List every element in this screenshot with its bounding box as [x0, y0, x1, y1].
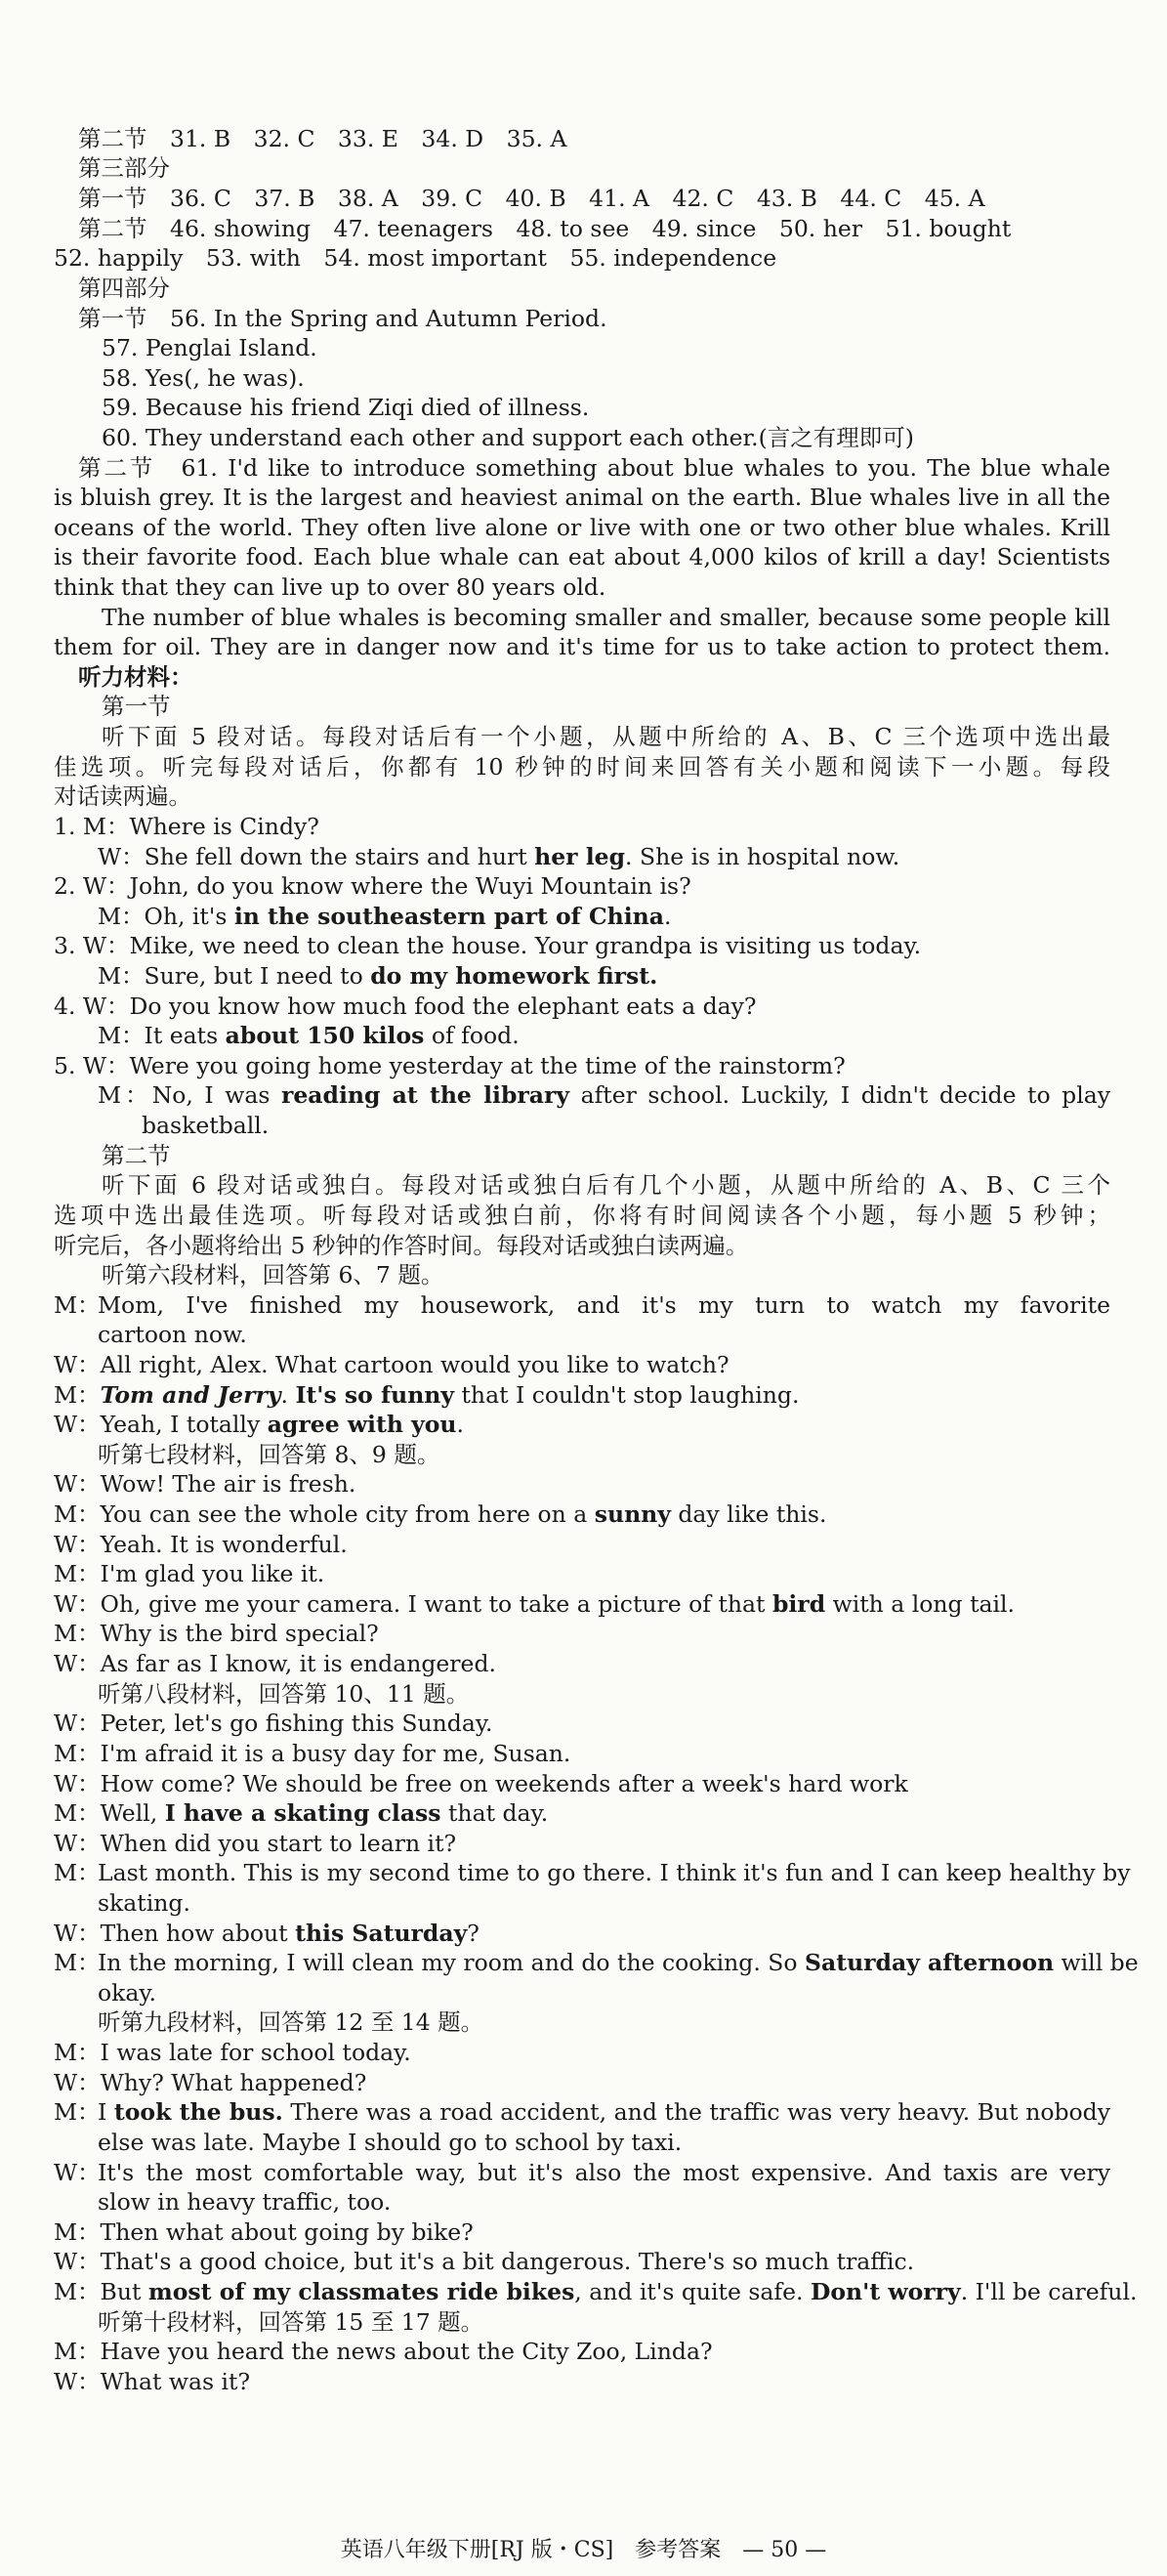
text-line: 1. M：Where is Cindy? — [54, 813, 319, 840]
text-line: 59. Because his friend Ziqi died of illness. — [102, 394, 590, 421]
text-line: oceans of the world. They often live alone or live with one or two other blue whales. Krill — [54, 514, 1110, 541]
text-line: 3. W：Mike, we need to clean the house. Your grandpa is visiting us today. — [54, 932, 922, 959]
text-line: 第一节 36. C 37. B 38. A 39. C 40. B 41. A 42. C 43. B 44. C 45. A — [78, 185, 985, 212]
text-line: is bluish grey. It is the largest and heaviest animal on the earth. Blue whales live in all the — [54, 484, 1110, 511]
text-line: 第二节 61. I'd like to introduce something about blue whales to you. The blue whale — [78, 454, 1110, 482]
text-line: 听第七段材料，回答第 8、9 题。 — [98, 1441, 440, 1468]
text-line: think that they can live up to over 80 years old. — [54, 573, 606, 601]
text-line: W：Yeah. It is wonderful. — [54, 1531, 348, 1558]
text-line: M：In the morning, I will clean my room and do the cooking. So Saturday afternoon will be — [54, 1949, 1139, 1976]
section-heading: 听力材料： — [78, 663, 193, 691]
text-line: M：It eats about 150 kilos of food. — [98, 1022, 520, 1049]
text-line: M：Mom, I've finished my housework, and it's my turn to watch my favorite — [54, 1291, 1110, 1319]
text-line: The number of blue whales is becoming smaller and smaller, because some people kill — [102, 604, 1110, 631]
text-line: 听第六段材料，回答第 6、7 题。 — [102, 1261, 444, 1288]
text-line: 佳选项。听完每段对话后，你都有 10 秒钟的时间来回答有关小题和阅读下一小题。每段 — [54, 753, 1110, 781]
text-line: 听第八段材料，回答第 10、11 题。 — [98, 1680, 470, 1708]
text-line: M：You can see the whole city from here on a sunny day like this. — [54, 1500, 827, 1528]
section-heading: 第二节 — [102, 1142, 171, 1169]
text-line: 52. happily 53. with 54. most important 55. independence — [54, 244, 777, 272]
text-line: W：It's the most comfortable way, but it's also the most expensive. And taxis are very — [54, 2159, 1110, 2186]
text-line: 60. They understand each other and support each other.(言之有理即可) — [102, 424, 914, 451]
text-line: M：Sure, but I need to do my homework first. — [98, 962, 658, 990]
text-line: M：No, I was reading at the library after school. Luckily, I didn't decide to play — [98, 1081, 1110, 1109]
text-line: 第一节 56. In the Spring and Autumn Period. — [78, 305, 607, 332]
text-line: M：Tom and Jerry. It's so funny that I couldn't stop laughing. — [54, 1381, 800, 1409]
text-line: W：That's a good choice, but it's a bit dangerous. There's so much traffic. — [54, 2248, 915, 2275]
page-footer: 英语八年级下册[RJ 版・CS] 参考答案 — 50 — — [340, 2538, 827, 2562]
text-line: 对话读两遍。 — [54, 782, 191, 810]
text-line: 听第十段材料，回答第 15 至 17 题。 — [98, 2308, 484, 2336]
text-line: 57. Penglai Island. — [102, 334, 317, 361]
text-line: else was late. Maybe I should go to school by taxi. — [98, 2129, 683, 2156]
text-line: 听下面 5 段对话。每段对话后有一个小题，从题中所给的 A、B、C 三个选项中选出最 — [102, 723, 1110, 750]
text-line: W：Wow! The air is fresh. — [54, 1470, 356, 1498]
text-line: cartoon now. — [98, 1321, 247, 1348]
text-line: 第二节 31. B 32. C 33. E 34. D 35. A — [78, 125, 567, 152]
text-line: 4. W：Do you know how much food the elephant eats a day? — [54, 992, 757, 1020]
text-line: 听完后，各小题将给出 5 秒钟的作答时间。每段对话或独白读两遍。 — [54, 1232, 749, 1259]
text-line: 第二节 46. showing 47. teenagers 48. to see 49. since 50. her 51. bought — [78, 215, 1012, 242]
text-line: slow in heavy traffic, too. — [98, 2188, 392, 2216]
section-heading: 第一节 — [102, 693, 171, 720]
section-heading: 第四部分 — [78, 274, 170, 302]
text-line: W：Why? What happened? — [54, 2069, 367, 2096]
text-line: W：When did you start to learn it? — [54, 1830, 457, 1857]
text-line: W：As far as I know, it is endangered. — [54, 1650, 496, 1677]
text-line: W：All right, Alex. What cartoon would you like to watch? — [54, 1351, 729, 1378]
text-line: M：I'm glad you like it. — [54, 1560, 325, 1587]
text-line: 5. W：Were you going home yesterday at the time of the rainstorm? — [54, 1052, 846, 1079]
text-line: M：I took the bus. There was a road accident, and the traffic was very heavy. But nobody — [54, 2098, 1111, 2126]
text-line: basketball. — [142, 1112, 270, 1139]
text-line: W：Peter, let's go fishing this Sunday. — [54, 1710, 493, 1737]
text-line: M：Well, I have a skating class that day. — [54, 1799, 549, 1827]
text-line: 2. W：John, do you know where the Wuyi Mountain is? — [54, 872, 691, 900]
text-line: M：I was late for school today. — [54, 2039, 411, 2066]
text-line: 听下面 6 段对话或独白。每段对话或独白后有几个小题，从题中所给的 A、B、C 三个 — [102, 1171, 1110, 1199]
text-line: skating. — [98, 1889, 190, 1917]
text-line: M：Then what about going by bike? — [54, 2218, 474, 2246]
text-line: okay. — [98, 1979, 157, 2006]
text-line: is their favorite food. Each blue whale can eat about 4,000 kilos of krill a day! Scientists — [54, 543, 1110, 570]
text-line: M：I'm afraid it is a busy day for me, Susan. — [54, 1740, 571, 1767]
text-line: M：Oh, it's in the southeastern part of China. — [98, 903, 672, 930]
text-line: M：Why is the bird special? — [54, 1620, 379, 1647]
text-line: W：How come? We should be free on weekends after a week's hard work — [54, 1770, 908, 1797]
text-line: W：Then how about this Saturday? — [54, 1920, 479, 1947]
text-line: 58. Yes(, he was). — [102, 364, 305, 392]
text-line: M：But most of my classmates ride bikes, and it's quite safe. Don't worry. I'll be careful. — [54, 2278, 1138, 2305]
text-line: them for oil. They are in danger now and it's time for us to take action to protect them. — [54, 633, 1110, 660]
text-line: W：She fell down the stairs and hurt her leg. She is in hospital now. — [98, 843, 900, 870]
text-line: 听第九段材料，回答第 12 至 14 题。 — [98, 2008, 484, 2036]
text-line: 选项中选出最佳选项。听每段对话或独白前，你将有时间阅读各个小题，每小题 5 秒钟； — [54, 1202, 1110, 1229]
text-line: W：Oh, give me your camera. I want to take a picture of that bird with a long tail. — [54, 1590, 1016, 1618]
text-line: W：What was it? — [54, 2368, 251, 2395]
section-heading: 第三部分 — [78, 154, 170, 182]
text-line: M：Have you heard the news about the City Zoo, Linda? — [54, 2338, 713, 2365]
text-line: W：Yeah, I totally agree with you. — [54, 1411, 465, 1438]
text-line: M：Last month. This is my second time to go there. I think it's fun and I can keep healthy by — [54, 1859, 1131, 1886]
